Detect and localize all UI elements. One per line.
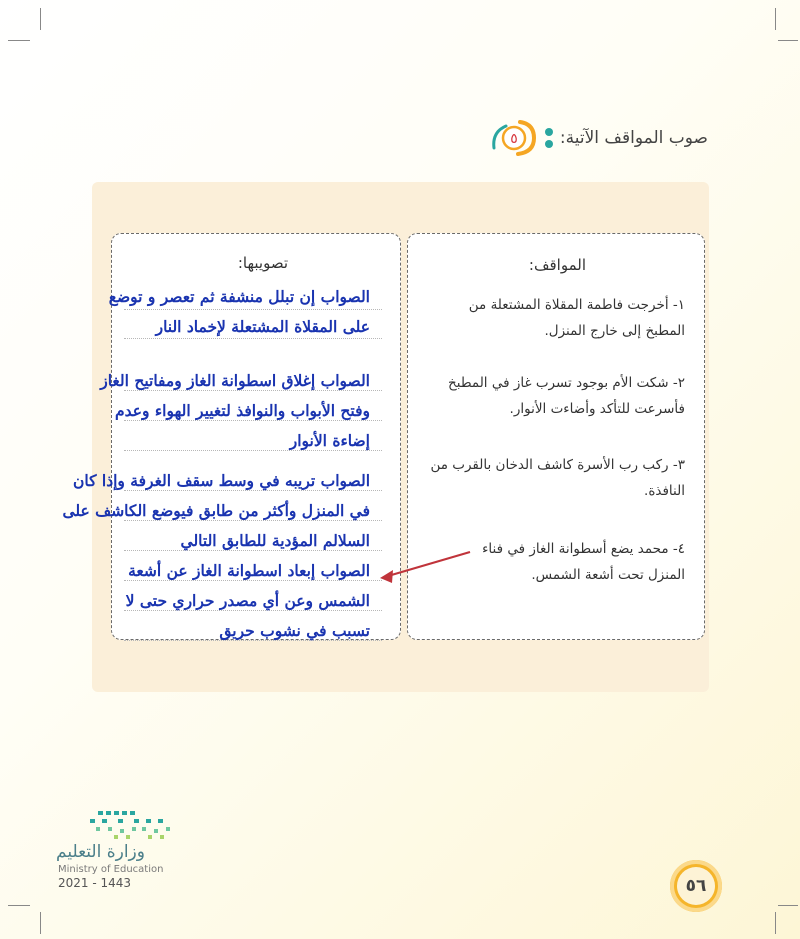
situation-item: ١- أخرجت فاطمة المقلاة المشتعلة من المطبخ إلى خارج المنزل. [468, 297, 685, 339]
edition-year: 2021 - 1443 [58, 876, 132, 890]
situation-item: ٣- ركب رب الأسرة كاشف الدخان بالقرب من النافذة. [430, 457, 685, 499]
heading-title: صوب المواقف الآتية: [559, 128, 708, 148]
corrections-title: تصويبها: [237, 254, 288, 272]
ministry-logo-icon [56, 810, 188, 840]
situation-item: ٤- محمد يضع أسطوانة الغاز في فناء المنزل تحت أشعة الشمس. [482, 541, 685, 583]
situation-item: ٢- شكت الأم بوجود تسرب غاز في المطبخ فأسرعت للتأكد وأضاءت الأنوار. [448, 375, 685, 417]
page-number: ٥٦ [677, 867, 715, 905]
answer-block: الصواب إن تبلل منشفة ثم تعصر و توضع على المقلاة المشتعلة لإخماد النار [108, 287, 370, 336]
answer-block: الصواب إغلاق اسطوانة الغاز ومفاتيح الغاز وفتح الأبواب والنوافذ لتغيير الهواء وعدم إضاءة الأنوار [100, 371, 370, 450]
heading-number: ٥ [510, 131, 518, 147]
answer-block: الصواب إبعاد اسطوانة الغاز عن أشعة الشمس وعن أي مصدر حراري حتى لا تسبب في نشوب حريق [125, 561, 370, 640]
ministry-name-en: Ministry of Education [58, 864, 164, 875]
situations-title: المواقف: [528, 256, 586, 274]
answer-block: الصواب تريبه في وسط سقف الغرفة وإذا كان في المنزل وأكثر من طابق فيوضع الكاشف على السلالم المؤدية للطابق التالي [62, 471, 370, 550]
ministry-name-ar: وزارة التعليم [56, 842, 145, 862]
page-number-badge [670, 860, 722, 912]
